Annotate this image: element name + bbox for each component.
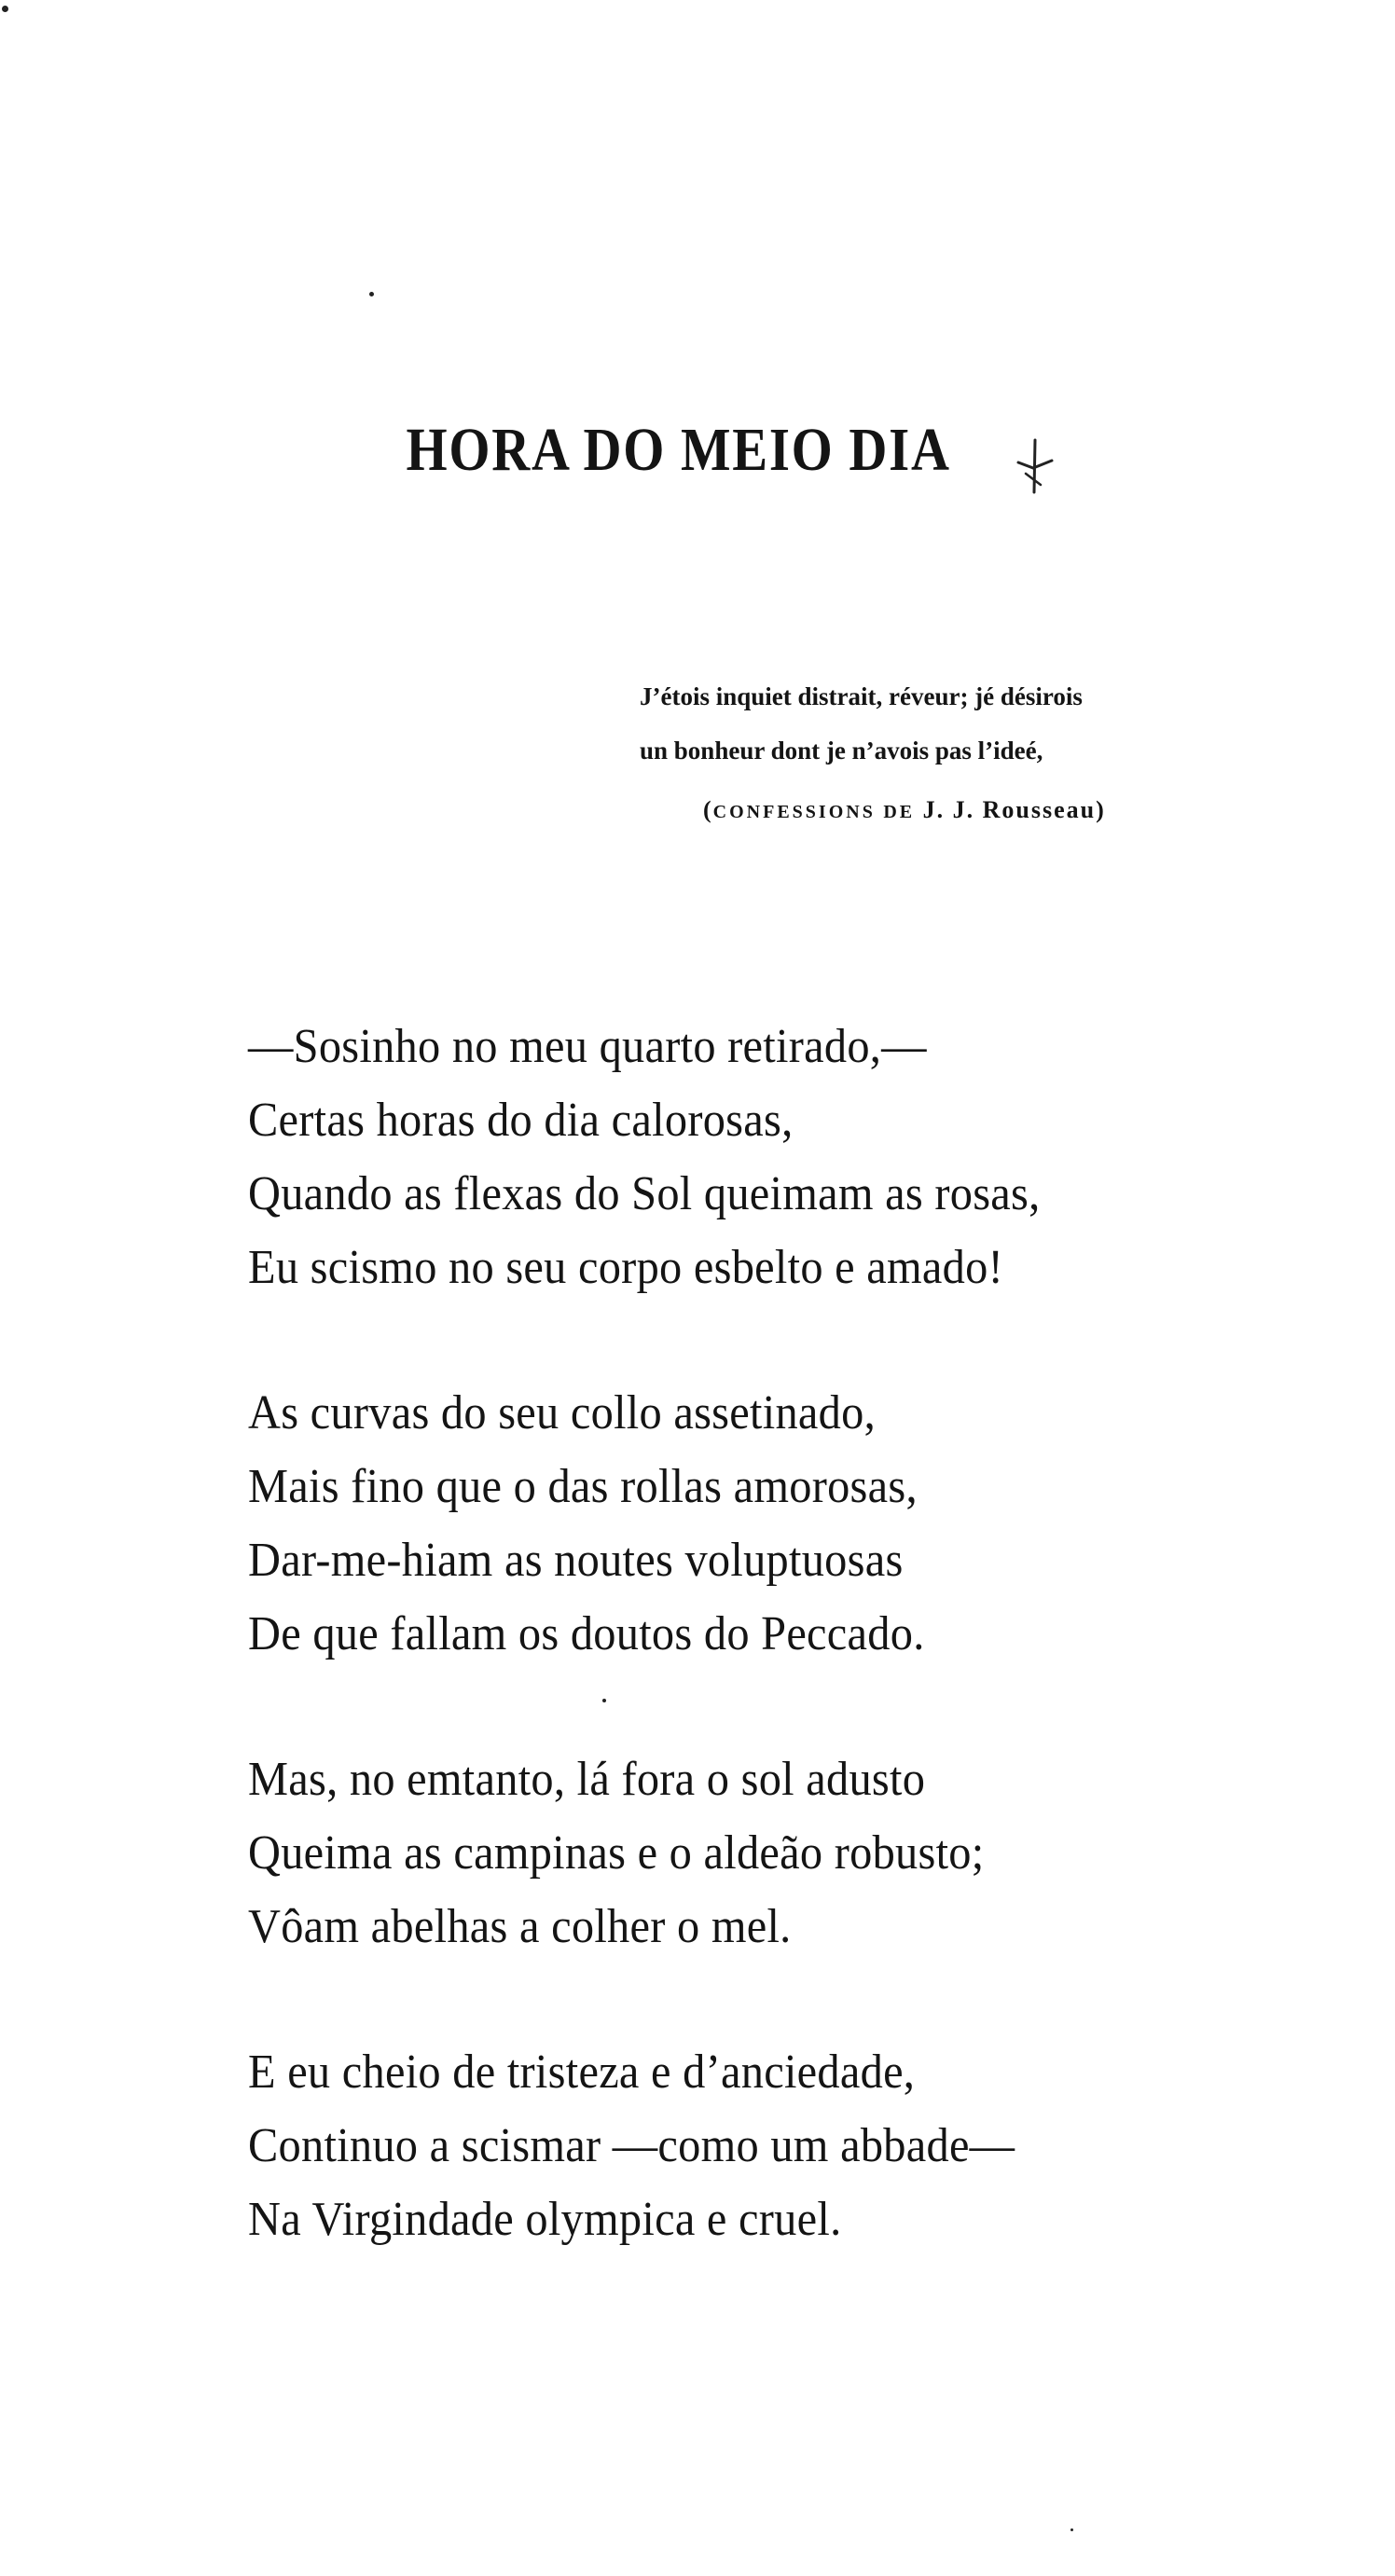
source-word-de: DE — [883, 802, 916, 822]
ink-speck — [369, 292, 374, 296]
verse-line: As curvas do seu collo assetinado, — [248, 1386, 876, 1440]
poem-body — [248, 1010, 1330, 2328]
verse-line: Queima as campinas e o aldeão robusto; — [248, 1826, 985, 1880]
stanza — [248, 1376, 1330, 1671]
source-close: ) — [1096, 796, 1106, 823]
epigraph-line: J’étois inquiet distrait, réveur; jé désirois — [640, 682, 1083, 710]
source-word-confessions: CONFESSIONS — [712, 802, 876, 822]
verse-line: Na Virgindade olympica e cruel. — [248, 2193, 842, 2246]
verse-line: Eu scismo no seu corpo esbelto e amado! — [248, 1241, 1003, 1294]
epigraph-source — [640, 783, 1274, 839]
handwritten-mark-icon — [1013, 436, 1057, 503]
title-row — [0, 415, 1395, 486]
verse-line: Vôam abelhas a colher o mel. — [248, 1900, 792, 1953]
ink-speck — [2, 6, 8, 12]
verse-line: Quando as flexas do Sol queimam as rosas, — [248, 1167, 1041, 1220]
epigraph — [640, 669, 1274, 839]
verse-line: De que fallam os doutos do Peccado. — [248, 1607, 925, 1660]
verse-line: Mas, no emtanto, lá fora o sol adusto — [248, 1753, 926, 1806]
verse-line: —Sosinho no meu quarto retirado,— — [248, 1020, 927, 1073]
verse-line: Continuo a scismar —como um abbade— — [248, 2119, 1015, 2172]
stanza — [248, 2035, 1330, 2256]
verse-line: Dar-me-hiam as noutes voluptuosas — [248, 1534, 904, 1587]
verse-line: E eu cheio de tristeza e d’anciedade, — [248, 2046, 916, 2099]
stanza — [248, 1743, 1330, 1963]
source-author: J. J. Rousseau — [922, 796, 1097, 823]
verse-line: Certas horas do dia calorosas, — [248, 1094, 794, 1147]
epigraph-line: un bonheur dont je n’avois pas l’ideé, — [640, 737, 1043, 765]
source-open: ( — [703, 796, 713, 823]
ink-speck — [1070, 2528, 1073, 2531]
verse-line: Mais fino que o das rollas amorosas, — [248, 1460, 918, 1513]
stanza — [248, 1010, 1330, 1304]
poem-title: HORA DO MEIO DIA — [406, 416, 952, 484]
